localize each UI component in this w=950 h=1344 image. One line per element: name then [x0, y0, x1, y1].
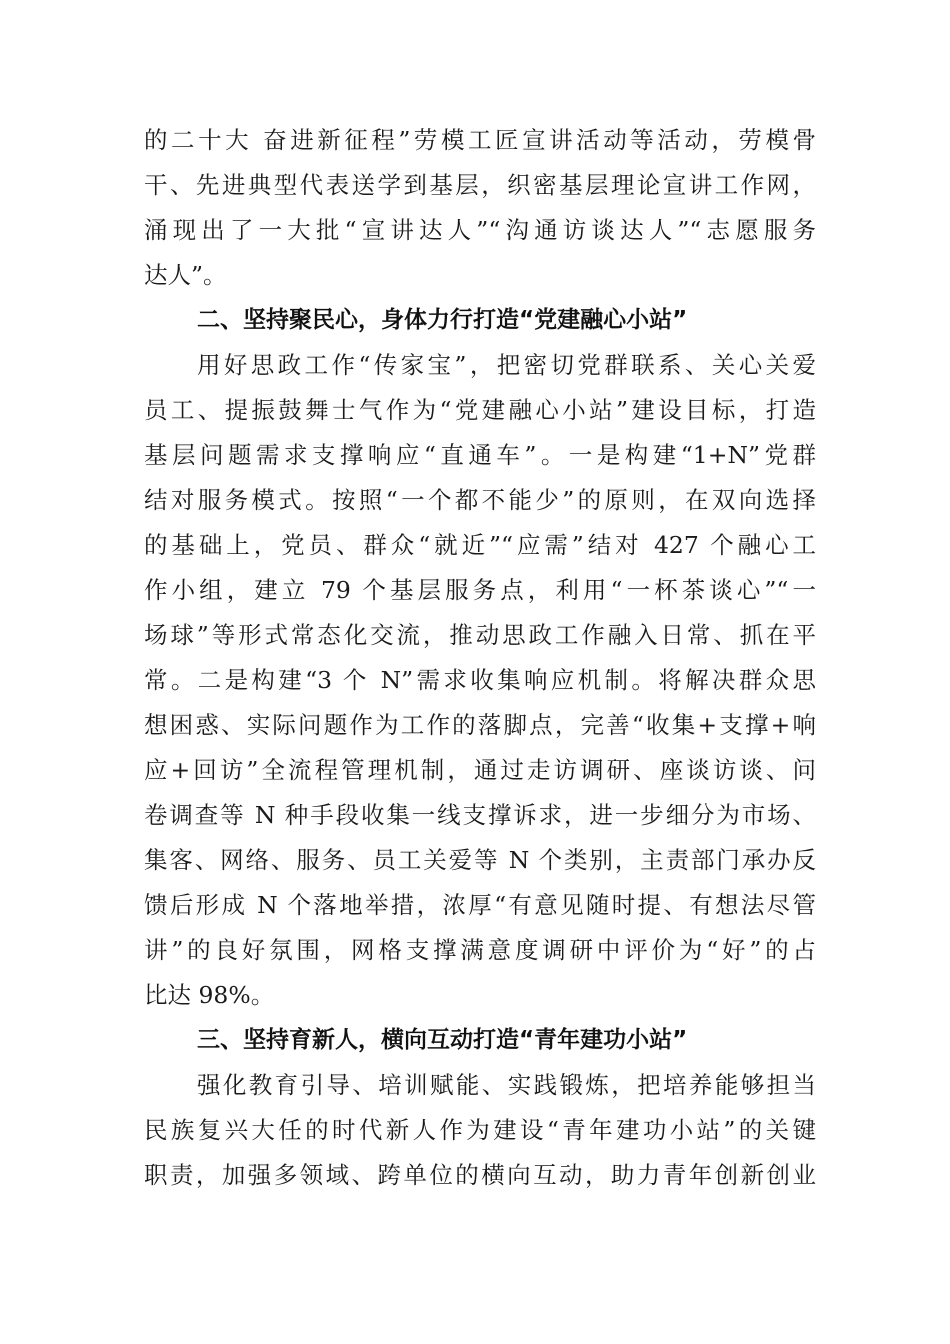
paragraph-line: 作小组，建立 79 个基层服务点，利用“一杯茶谈心”“一 [144, 576, 816, 604]
paragraph-line: 民族复兴大任的时代新人作为建设“青年建功小站”的关键 [144, 1116, 816, 1144]
paragraph-2 [144, 343, 816, 1018]
document-body [144, 118, 816, 1198]
paragraph-line: 常。二是构建“3 个 N”需求收集响应机制。将解决群众思 [144, 666, 816, 694]
paragraph-line: 比达 98%。 [144, 981, 275, 1009]
paragraph-line: 想困惑、实际问题作为工作的落脚点，完善“收集+支撑+响 [144, 711, 816, 739]
section-heading-3: 三、坚持育新人，横向互动打造“青年建功小站” [197, 1027, 688, 1053]
section-heading-2: 二、坚持聚民心，身体力行打造“党建融心小站” [197, 307, 688, 333]
paragraph-line: 基层问题需求支撑响应“直通车”。一是构建“1+N”党群 [144, 441, 816, 469]
paragraph-line: 用好思政工作“传家宝”，把密切党群联系、关心关爱 [197, 351, 816, 379]
paragraph-line: 干、先进典型代表送学到基层，织密基层理论宣讲工作网， [144, 171, 816, 199]
paragraph-line: 应+回访”全流程管理机制，通过走访调研、座谈访谈、问 [144, 756, 816, 784]
paragraph-line: 集客、网络、服务、员工关爱等 N 个类别，主责部门承办反 [144, 846, 816, 874]
paragraph-line: 场球”等形式常态化交流，推动思政工作融入日常、抓在平 [144, 621, 816, 649]
paragraph-3 [144, 1063, 816, 1198]
paragraph-1 [144, 118, 816, 298]
paragraph-line: 达人”。 [144, 261, 227, 289]
paragraph-line: 结对服务模式。按照“一个都不能少”的原则，在双向选择 [144, 486, 816, 514]
paragraph-line: 涌现出了一大批“宣讲达人”“沟通访谈达人”“志愿服务 [144, 216, 816, 244]
paragraph-line: 员工、提振鼓舞士气作为“党建融心小站”建设目标，打造 [144, 396, 816, 424]
paragraph-line: 卷调查等 N 种手段收集一线支撑诉求，进一步细分为市场、 [144, 801, 816, 829]
paragraph-line: 讲”的良好氛围，网格支撑满意度调研中评价为“好”的占 [144, 936, 816, 964]
paragraph-line: 的二十大 奋进新征程”劳模工匠宣讲活动等活动，劳模骨 [144, 126, 816, 154]
paragraph-line: 的基础上，党员、群众“就近”“应需”结对 427 个融心工 [144, 531, 816, 559]
paragraph-line: 强化教育引导、培训赋能、实践锻炼，把培养能够担当 [197, 1071, 816, 1099]
paragraph-line: 职责，加强多领域、跨单位的横向互动，助力青年创新创业 [144, 1161, 816, 1189]
paragraph-line: 馈后形成 N 个落地举措，浓厚“有意见随时提、有想法尽管 [144, 891, 816, 919]
